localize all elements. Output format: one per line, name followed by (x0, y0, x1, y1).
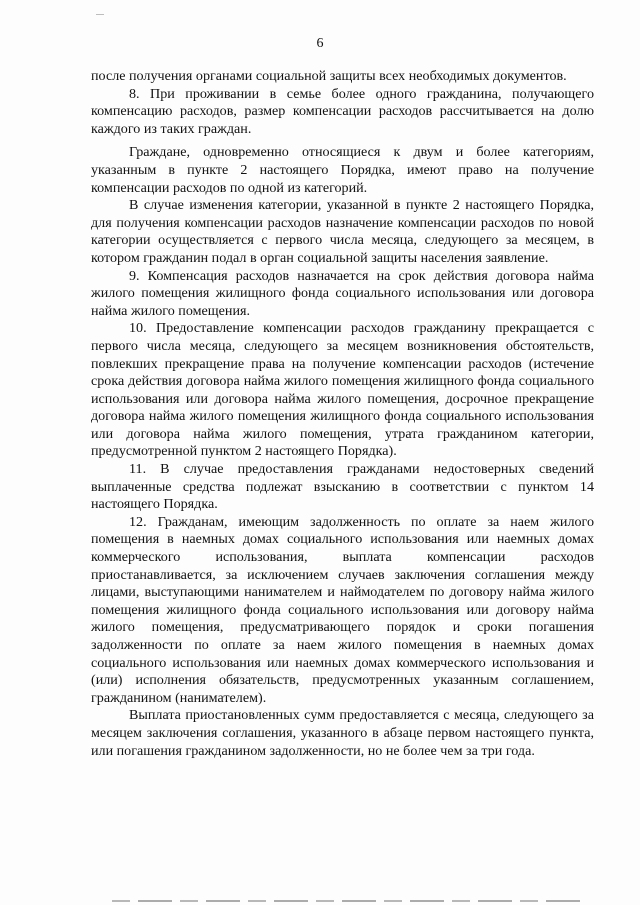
paragraph-item-9: 9. Компенсация расходов назначается на срок действия договора найма жилого помещения жилищного фонда социального использования или договора найма жилого помещения. (91, 267, 594, 319)
paragraph-continuation: после получения органами социальной защиты всех необходимых документов. (91, 68, 567, 84)
scan-bottom-edge (112, 900, 582, 902)
page-number: 6 (316, 36, 324, 51)
paragraph-item-8: 8. При проживании в семье более одного гражданина, получающего компенсацию расходов, размер компенсации расходов рассчитывается на долю каждого из таких граждан. (91, 85, 594, 137)
paragraph-item-11: 11. В случае предоставления гражданами недостоверных сведений выплаченные средства подлежат взысканию в соответствии с пунктом 14 настоящего Порядка. (91, 461, 594, 513)
document-body (91, 68, 594, 760)
scan-corner-mark (96, 14, 104, 15)
paragraph-item-10: 10. Предоставление компенсации расходов гражданину прекращается с первого числа месяца, следующего за месяцем возникновения обстоятельств, повлекших прекращение права на получение компенсации расходов (истечение срока действия договора найма жилого помещения жилищного фонда социального использования или договора найма жилого помещения, досрочное прекращение договора найма жилого помещения жилищного фонда социального использования или договора найма жилого помещения, утрата гражданином категории, предусмотренной пунктом 2 настоящего Порядка). (91, 320, 594, 460)
paragraph-item-12: 12. Гражданам, имеющим задолженность по оплате за наем жилого помещения в наемных домах социального использования или наемных домах коммерческого использования, выплата компенсации расходов приостанавливается, за исключением случаев заключения соглашения между лицами, выступающими нанимателем и наймодателем по договору найма жилого помещения жилищного фонда социального использования или договору найма жилого помещения, предусматривающего порядок и сроки погашения задолженности по оплате за наем жилого помещения в наемных домах социального использования или наемных домах коммерческого использования и (или) исполнения обязательств, предусмотренных указанным соглашением, гражданином (нанимателем). (91, 513, 594, 706)
paragraph-suspended-payment: Выплата приостановленных сумм предоставляется с месяца, следующего за месяцем заключения соглашения, указанного в абзаце первом настоящего пункта, или погашения гражданином задолженности, но не более чем за три года. (91, 707, 594, 759)
paragraph-category-change: В случае изменения категории, указанной в пункте 2 настоящего Порядка, для получения компенсации расходов назначение компенсации расходов по новой категории осуществляется с первого числа месяца, следующего за месяцем, в котором гражданин подал в орган социальной защиты населения заявление. (91, 197, 594, 266)
paragraph-multiple-categories: Граждане, одновременно относящиеся к двум и более категориям, указанным в пункте 2 настоящего Порядка, имеют право на получение компенсации расходов по одной из категорий. (91, 144, 594, 196)
